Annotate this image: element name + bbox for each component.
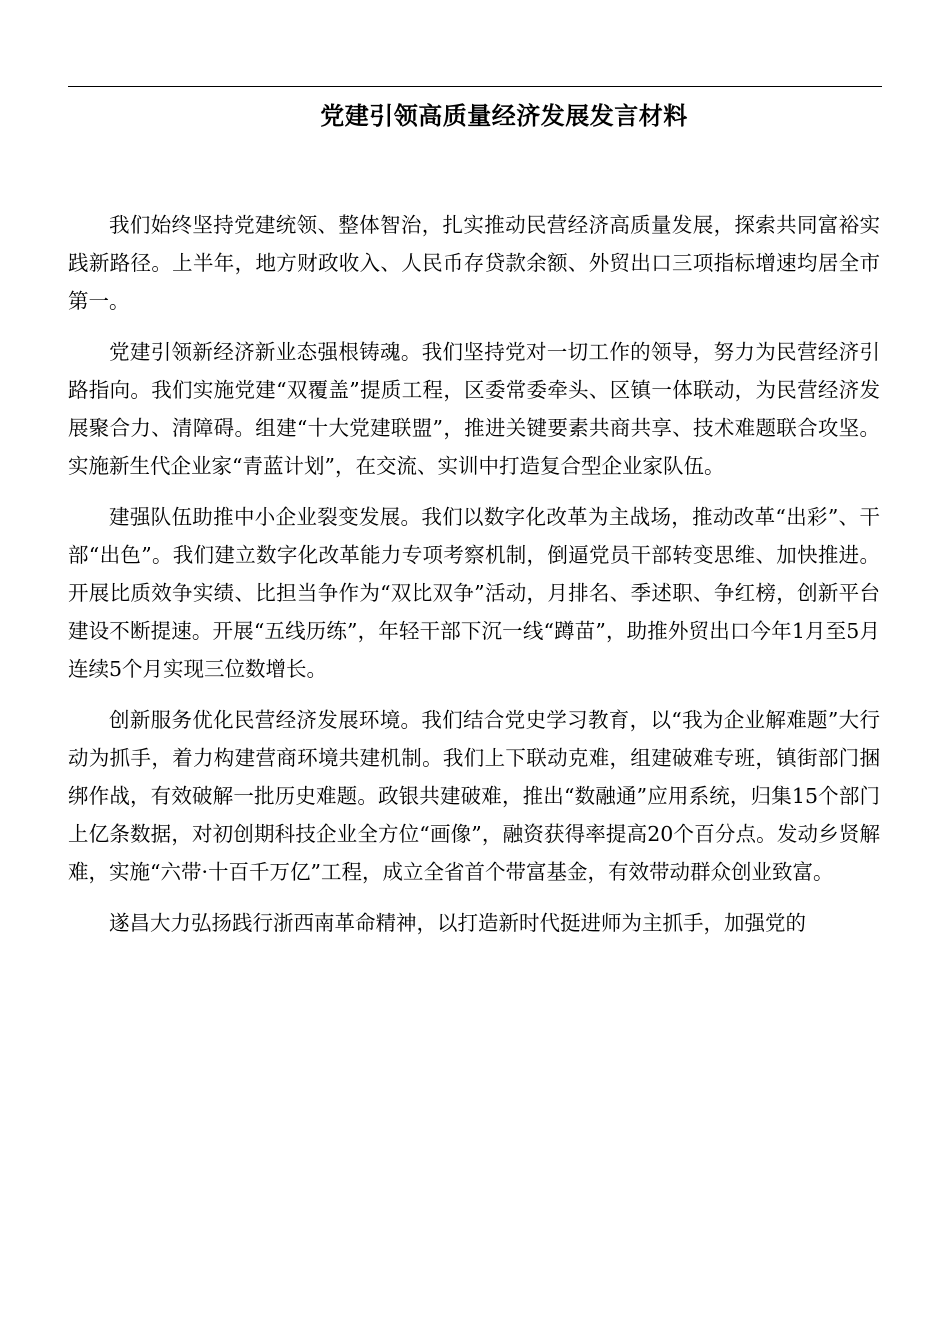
document-body xyxy=(68,206,880,942)
header-rule xyxy=(68,86,882,87)
paragraph-party-building: 党建引领新经济新业态强根铸魂。我们坚持党对一切工作的领导，努力为民营经济引路指向。我们实施党建“双覆盖”提质工程，区委常委牵头、区镇一体联动，为民营经济发展聚合力、清障碍。组建“十大党建联盟”，推进关键要素共商共享、技术难题联合攻坚。实施新生代企业家“青蓝计划”，在交流、实训中打造复合型企业家队伍。 xyxy=(68,340,880,478)
paragraph-suichang: 遂昌大力弘扬践行浙西南革命精神，以打造新时代挺进师为主抓手，加强党的 xyxy=(109,911,806,935)
paragraph-intro: 我们始终坚持党建统领、整体智治，扎实推动民营经济高质量发展，探索共同富裕实践新路径。上半年，地方财政收入、人民币存贷款余额、外贸出口三项指标增速均居全市第一。 xyxy=(68,213,880,313)
paragraph-service-innovation: 创新服务优化民营经济发展环境。我们结合党史学习教育，以“我为企业解难题”大行动为抓手，着力构建营商环境共建机制。我们上下联动克难，组建破难专班，镇街部门捆绑作战，有效破解一批历史难题。政银共建破难，推出“数融通”应用系统，归集15个部门上亿条数据，对初创期科技企业全方位“画像”，融资获得率提高20个百分点。发动乡贤解难，实施“六带·十百千万亿”工程，成立全省首个带富基金，有效带动群众创业致富。 xyxy=(68,708,880,884)
paragraph-team-building: 建强队伍助推中小企业裂变发展。我们以数字化改革为主战场，推动改革“出彩”、干部“出色”。我们建立数字化改革能力专项考察机制，倒逼党员干部转变思维、加快推进。开展比质效争实绩、比担当争作为“双比双争”活动，月排名、季述职、争红榜，创新平台建设不断提速。开展“五线历练”，年轻干部下沉一线“蹲苗”，助推外贸出口今年1月至5月连续5个月实现三位数增长。 xyxy=(68,505,880,681)
document-title: 党建引领高质量经济发展发言材料 xyxy=(320,101,688,130)
